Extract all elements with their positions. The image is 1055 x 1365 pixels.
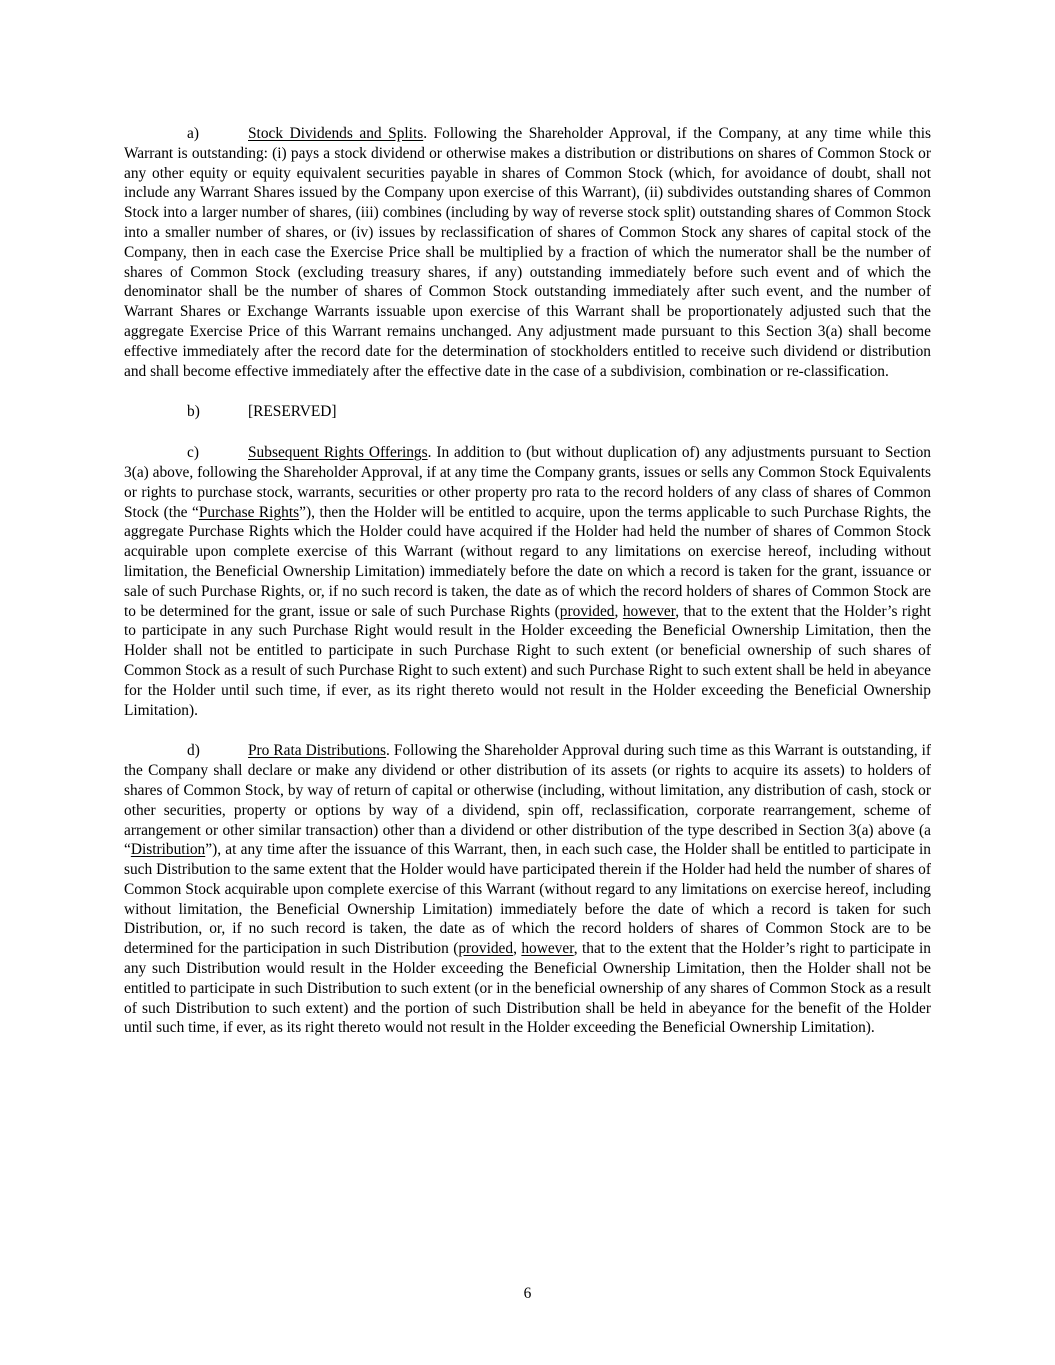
section-a-paragraph (124, 124, 931, 381)
section-d-paragraph (124, 741, 931, 1038)
section-c-text-2: ”), then the Holder will be entitled to acquire, upon the terms applicable to such Purchase Rights, the aggregate Purchase Rights which the Holder could have acquired if the Holder had held the number of shares of Common Stock acquirable upon complete exercise of this Warrant (without regard to any limitations on exercise hereof, including without limitation, the Beneficial Ownership Limitation) immediately before the date on which a record is taken for the grant, issuance or sale of such Purchase Rights, or, if no such record is taken, the date as of which the record holders of shares of Common Stock are to be determined for the grant, issue or sale of such Purchase Rights ( (124, 503, 931, 620)
section-b-label: b) (187, 403, 200, 421)
document-page (124, 124, 931, 1059)
section-c-paragraph (124, 443, 931, 720)
section-d-defined-term: Distribution (130, 841, 206, 859)
section-d-comma: , (513, 940, 522, 958)
section-d-provided: provided (458, 940, 514, 958)
section-c-label: c) (187, 444, 199, 462)
section-d-however: however (521, 940, 574, 958)
section-c-text-3: , that to the extent that the Holder’s right to participate in any such Purchase Right would result in the Holder exceeding the Beneficial Ownership Limitation, then the Holder shall not be entitled to participate in such Purchase Right to such extent (or beneficial ownership of such shares of Common Stock as a result of such Purchase Right to such extent) and such Purchase Right to such extent shall be held in abeyance for the Holder until such time, if ever, as its right thereto would not result in the Holder exceeding the Beneficial Ownership Limitation). (124, 602, 932, 719)
section-c-however: however (622, 602, 676, 620)
section-c-provided: provided (559, 602, 615, 620)
section-b-paragraph (124, 402, 931, 422)
section-c-comma: , (614, 602, 623, 620)
section-d-heading: Pro Rata Distributions (248, 742, 387, 760)
section-d-label: d) (187, 742, 200, 760)
section-c-defined-term: Purchase Rights (198, 503, 300, 521)
section-d-text-2: ”), at any time after the issuance of this Warrant, then, in each such case, the Holder shall be entitled to participate in such Distribution to the same extent that the Holder would have participated therein if the Holder had held the number of shares of Common Stock acquirable upon complete exercise of this Warrant (without regard to any limitations on exercise hereof, including without limitation, the Beneficial Ownership Limitation) immediately before the date of which a record is taken for such Distribution, or, if no such record is taken, the date as of which the record holders of shares of Common Stock are to be determined for the participation in such Distribution ( (124, 841, 931, 958)
section-d-text-3: , that to the extent that the Holder’s right to participate in any such Distribution would result in the Holder exceeding the Beneficial Ownership Limitation, then the Holder shall not be entitled to participate in such Distribution to such extent (or in the beneficial ownership of any shares of Common Stock as a result of such Distribution to such extent) and the portion of such Distribution shall be held in abeyance for the benefit of the Holder until such time, if ever, as its right thereto would not result in the Holder exceeding the Beneficial Ownership Limitation). (124, 940, 931, 1037)
section-a-text: . Following the Shareholder Approval, if the Company, at any time while this Warrant is outstanding: (i) pays a stock dividend or otherwise makes a distribution or distributions on shares of Common Stock or any other equity or equity equivalent securities payable in shares of Common Stock (which, for avoidance of doubt, shall not include any Warrant Shares issued by the Company upon exercise of this Warrant), (ii) subdivides outstanding shares of Common Stock into a larger number of shares, (iii) combines (including by way of reverse stock split) outstanding shares of Common Stock into a smaller number of shares, or (iv) issues by reclassification of shares of Common Stock any shares of capital stock of the Company, then in each case the Exercise Price shall be multiplied by a fraction of which the numerator shall be the number of shares of Common Stock (excluding treasury shares, if any) outstanding immediately before such event and of which the denominator shall be the number of shares of Common Stock outstanding immediately after such event, and the number of Warrant Shares or Exchange Warrants issuable upon exercise of this Warrant shall be proportionately adjusted such that the aggregate Exercise Price of this Warrant remains unchanged. Any adjustment made pursuant to this Section 3(a) shall become effective immediately after the record date for the determination of stockholders entitled to receive such dividend or distribution and shall become effective immediately after the effective date in the case of a subdivision, combination or re-classification. (124, 125, 931, 380)
section-d-text-1: . Following the Shareholder Approval during such time as this Warrant is outstanding, if the Company shall declare or make any dividend or other distribution of its assets (or rights to acquire its assets) to holders of shares of Common Stock, by way of return of capital or otherwise (including, without limitation, any distribution of cash, stock or other securities, property or options by way of a dividend, spin off, reclassification, corporate rearrangement, scheme of arrangement or other similar transaction) other than a dividend or other distribution of the type described in Section 3(a) above (a “ (124, 742, 931, 859)
page-number: 6 (523, 1285, 532, 1302)
section-b-text: [RESERVED] (248, 403, 337, 421)
section-c-text-1: . In addition to (but without duplication of) any adjustments pursuant to Section 3(a) above, following the Shareholder Approval, if at any time the Company grants, issues or sells any Common Stock Equivalents or rights to purchase stock, warrants, securities or other property pro rata to the record holders of any class of shares of Common Stock (the “ (124, 444, 932, 521)
section-a-heading: Stock Dividends and Splits (248, 125, 424, 142)
section-c-heading: Subsequent Rights Offerings (248, 444, 428, 462)
section-a-label: a) (187, 125, 199, 142)
